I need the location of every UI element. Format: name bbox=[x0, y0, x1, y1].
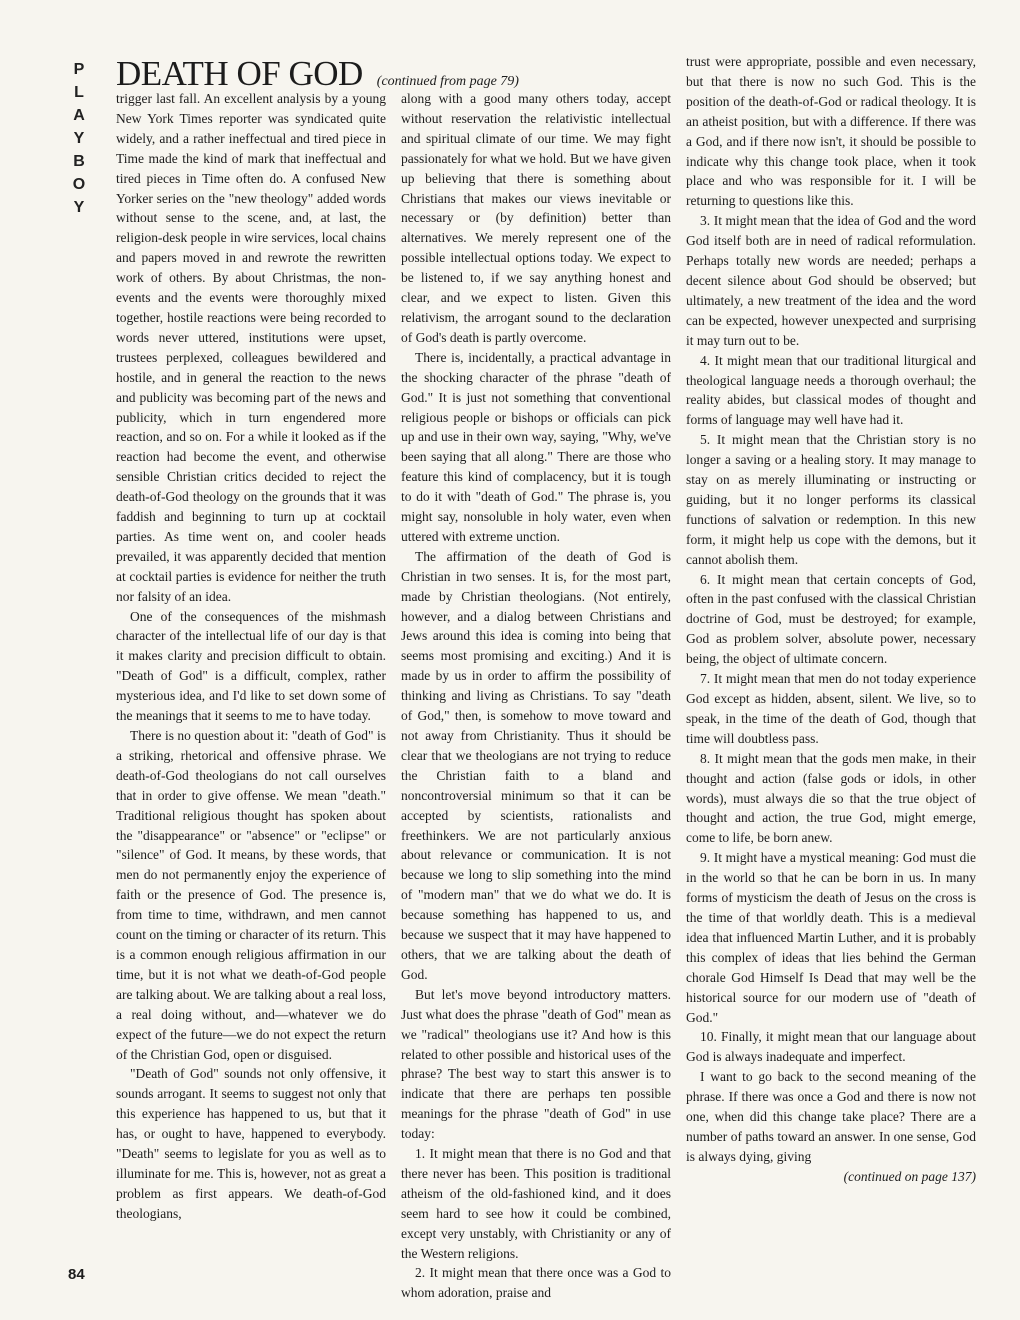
paragraph: The affirmation of the death of God is Christian in two senses. It is, for the most part, made by Christian theologians. (Not entirely, however, and a dialog between Christians and Jews around this idea is coming into being that seems most promising and exciting.) And it is made by us in order to affirm the possibility of thinking and living as Christians. To say "death of God," then, is somehow to move toward and not away from Christianity. Thus it should be clear that we theologians are not trying to reduce the Christian faith to a bland and noncontroversial minimum so that it can be accepted by scientists, rationalists and freethinkers. We are not particularly anxious about relevance or communication. It is not because we long to slip something into the mind of "modern man" that we do what we do. It is because something has happened to us, and because we suspect that it may have happened to others, that we are talking about the death of God. bbox=[401, 548, 671, 982]
continued-on-note: (continued on page 137) bbox=[843, 1168, 976, 1184]
page-number: 84 bbox=[68, 1266, 85, 1283]
paragraph: 2. It might mean that there once was a God to whom adoration, praise and bbox=[401, 1265, 671, 1301]
paragraph: I want to go back to the second meaning of the phrase. If there was once a God and there is now not one, when did this change take place? There are a number of paths toward an answer. In one sense, God is always dying, giving bbox=[686, 1069, 976, 1164]
text-column-1 bbox=[116, 89, 386, 1284]
continued-from-note: (continued from page 79) bbox=[376, 74, 519, 89]
paragraph: There is no question about it: "death of God" is a striking, rhetorical and offensive phrase. We death-of-God theologians do not call ourselves that in order to give offense. We mean "death." Traditional religious thought has spoken about the "disappearance" or "absence" or "eclipse" or "silence" of God. It means, by these words, that men do not permanently enjoy the experience of faith or the presence of God. The presence is, from time to time, withdrawn, and men cannot count on the timing or character of its return. This is a common enough religious affirmation in our time, but it is not what we death-of-God people are talking about. We are talking about a real loss, a real doing without, and—whatever we do expect of the future—we do not expect the return of the Christian God, open or disguised. bbox=[116, 728, 386, 1062]
paragraph: 8. It might mean that the gods men make, in their thought and action (false gods or idols, in other words), must always die so that the true object of thought and action, the true God, might emerge, come to life, be born anew. bbox=[686, 750, 976, 846]
paragraph: trust were appropriate, possible and even necessary, but that there is now no such God. This is the position of the death-of-God or radical theology. It is an atheist position, but with a difference. If there was a God, and if there now isn't, it should be possible to indicate why this change took place, when it took place and who was responsible for it. I will be returning to questions like this. bbox=[686, 54, 976, 209]
magazine-masthead-vertical bbox=[66, 58, 92, 219]
masthead-letter: Y bbox=[73, 199, 85, 216]
article-title: DEATH OF GOD bbox=[116, 54, 363, 93]
text-column-2 bbox=[401, 89, 671, 1301]
text-column-3 bbox=[686, 52, 976, 1288]
paragraph: "Death of God" sounds not only offensive, it sounds arrogant. It seems to suggest not only that this experience has happened to us, but that it has, or ought to have, happened to everybody. "Death" seems to legislate for you as well as to illuminate for me. This is, however, not as great a problem as first appears. We death-of-God theologians, bbox=[116, 1066, 386, 1221]
article-header bbox=[116, 54, 519, 94]
paragraph: 6. It might mean that certain concepts of God, often in the past confused with the classical Christian doctrine of God, must be destroyed; for example, God as problem solver, absolute power, necessary being, the object of ultimate concern. bbox=[686, 571, 976, 667]
paragraph: 1. It might mean that there is no God and that there never has been. This position is traditional atheism of the old-fashioned kind, and it does seem hard to see how it could be combined, except very unstably, with Christianity or any of the Western religions. bbox=[401, 1146, 671, 1261]
paragraph: 7. It might mean that men do not today experience God except as hidden, absent, silent. We live, so to speak, in the time of the death of God, though that time will doubtless pass. bbox=[686, 671, 976, 746]
paragraph: 10. Finally, it might mean that our language about God is always inadequate and imperfect. bbox=[686, 1029, 976, 1065]
masthead-letter: L bbox=[74, 84, 84, 101]
masthead-letter: B bbox=[73, 153, 85, 170]
paragraph: 4. It might mean that our traditional liturgical and theological language needs a thorough overhaul; the reality abides, but classical modes of thought and forms of language may well have had it. bbox=[686, 352, 976, 428]
masthead-letter: A bbox=[73, 107, 85, 124]
paragraph: 5. It might mean that the Christian story is no longer a saving or a healing story. It may manage to stay on as merely illuminating or instructing or guiding, but it no longer performs its classical functions of salvation or redemption. In this new form, it might help us cope with the demons, but it cannot abolish them. bbox=[686, 432, 976, 567]
paragraph: 9. It might have a mystical meaning: God must die in the world so that he can be born in us. In many forms of mysticism the death of Jesus on the cross is the time of that worldly death. This is a medieval idea that influenced Martin Luther, and it is probably this complex of ideas that lies behind the German chorale God Himself Is Dead that may well be the historical source for our modern use of "death of God." bbox=[686, 850, 976, 1025]
paragraph: along with a good many others today, accept without reservation the relativistic intellectual and spiritual climate of our time. We may fight passionately for what we hold. But we have given up believing that there is something about Christians that makes our views inevitable or necessary or (by definition) better than alternatives. We merely represent one of the possible intellectual options today. We expect to be listened to, if we say anything honest and clear, and we expect to listen. Given this relativism, the arrogant sound to the declaration of God's death is partly overcome. bbox=[401, 91, 671, 345]
masthead-letter: O bbox=[72, 176, 86, 193]
paragraph: But let's move beyond introductory matters. Just what does the phrase "death of God" mean as we "radical" theologians use it? And how is this related to other possible and historical uses of the phrase? The best way to start this answer is to indicate that there are perhaps ten possible meanings for the phrase "death of God" in use today: bbox=[401, 986, 671, 1142]
masthead-letter: P bbox=[73, 61, 85, 78]
paragraph: One of the consequences of the mishmash character of the intellectual life of our day is that it makes clarity and precision difficult to obtain. "Death of God" is a difficult, complex, rather mysterious idea, and I'd like to set down some of the meanings that it seems to me to have today. bbox=[116, 608, 386, 724]
paragraph: trigger last fall. An excellent analysis by a young New York Times reporter was syndicated quite widely, and a rather ineffectual and tired piece in Time made the kind of mark that ineffectual and tired pieces in Time often do. A confused New Yorker series on the "new theology" added words without sense to the scene, and, at last, the religion-desk people in wire services, local chains and papers moved in and rewrote the rewritten work of others. By about Christmas, the non-events and the events were thoroughly mixed together, hostile reactions were being recorded to words never uttered, institutions were upset, trustees perplexed, colleagues bewildered and hostile, and in general the reaction to the news and publicity was becoming part of the news and publicity, which in turn engendered more reaction, and so on. For a while it looked as if the reaction had become the event, and otherwise sensible Christian critics decided to reject the death-of-God theology on the grounds that it was faddish and beginning to turn up at cocktail parties. As time went on, and cooler heads prevailed, it was apparently decided that mention at cocktail parties is evidence for neither the truth nor falsity of an idea. bbox=[116, 91, 386, 604]
paragraph: There is, incidentally, a practical advantage in the shocking character of the phrase "death of God." It is just not something that conventional religious people or bishops or officials can pick up and use in their own way, saying, "Why, we've been saying that all along." There are those who feature this kind of complacency, but it is tough to do it with "death of God." The phrase is, you might say, nonsoluble in holy water, even when uttered with extreme unction. bbox=[401, 349, 671, 544]
paragraph: 3. It might mean that the idea of God and the word God itself both are in need of radical reformulation. Perhaps totally new words are needed; perhaps a decent silence about God should be observed; but ultimately, a new treatment of the idea and the word can be expected, however unexpected and surprising it may turn out to be. bbox=[686, 213, 976, 348]
masthead-letter: Y bbox=[73, 130, 85, 147]
